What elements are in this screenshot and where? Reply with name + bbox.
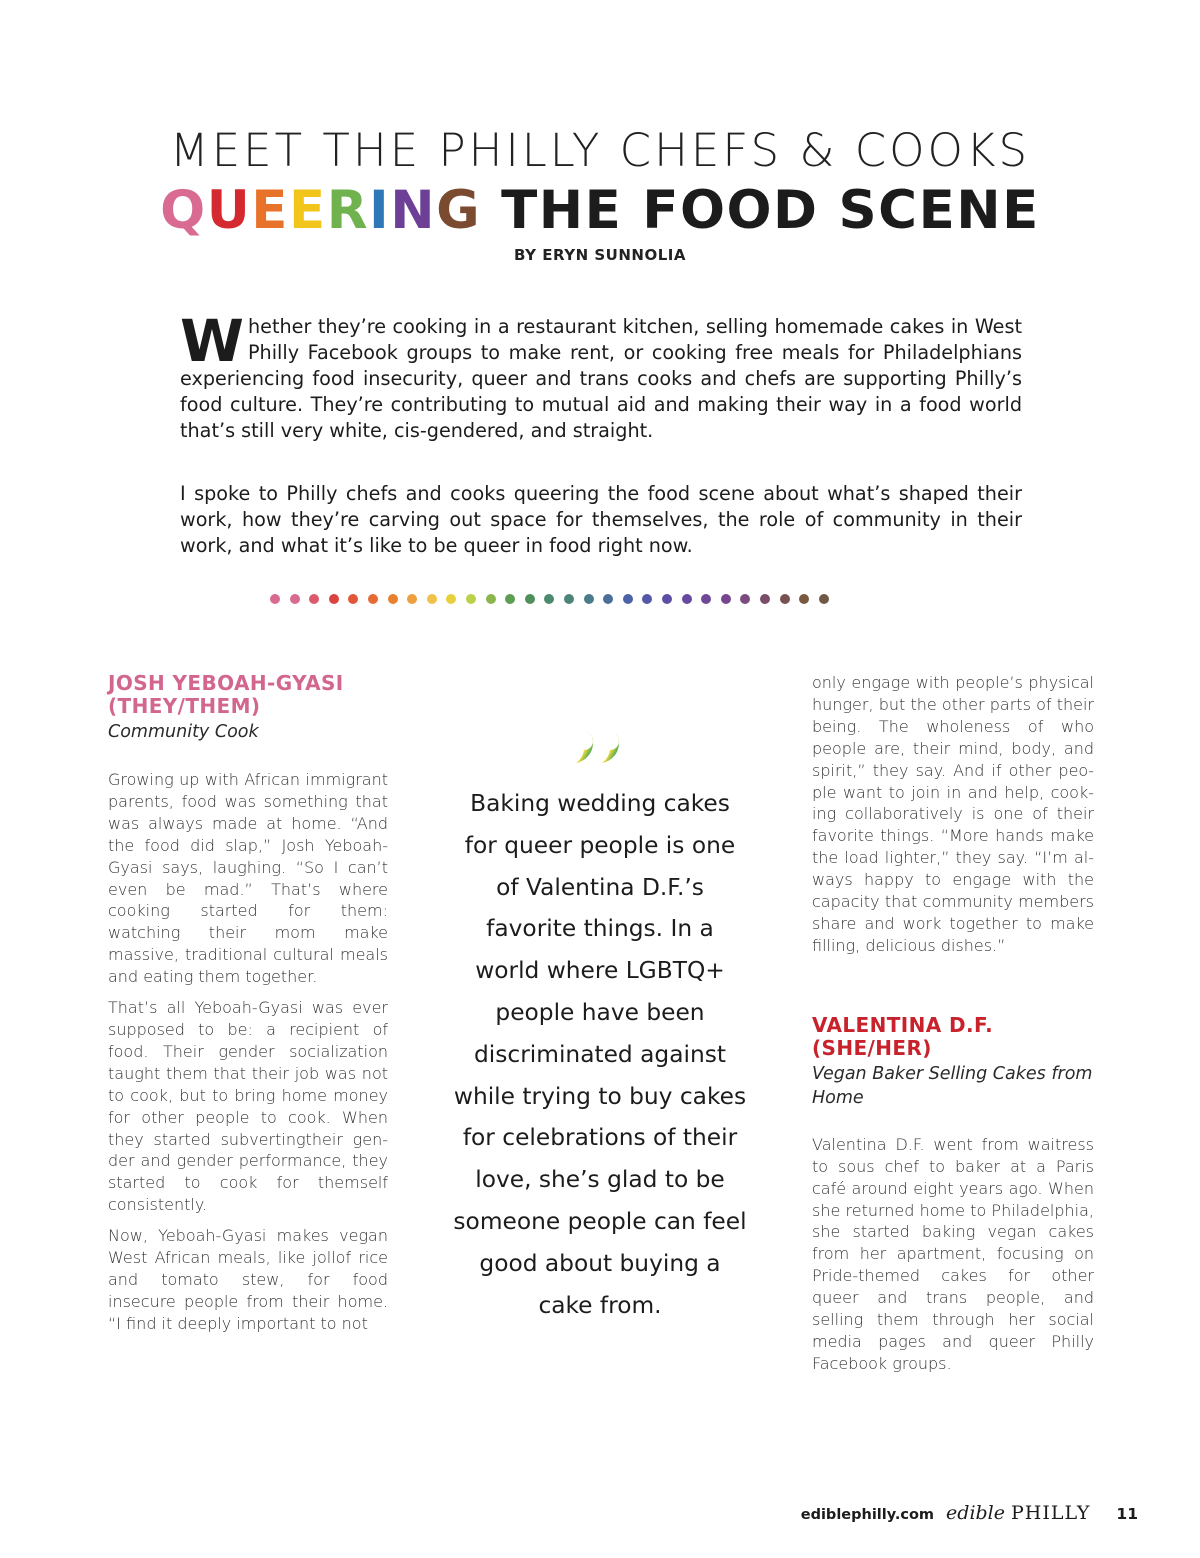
page-number: 11	[1116, 1505, 1138, 1523]
profile-name-josh: JOSH YEBOAH-GYASI (THEY/THEM)	[108, 671, 344, 718]
intro-text	[180, 307, 1022, 559]
divider-dot	[544, 594, 554, 604]
divider-dot	[701, 594, 711, 604]
rainbow-quote-icon	[574, 728, 626, 768]
rainbow-letter: N	[390, 180, 437, 241]
divider-dot	[505, 594, 515, 604]
divider-dot	[642, 594, 652, 604]
rainbow-letter: E	[288, 180, 327, 241]
rainbow-letter: E	[251, 180, 289, 241]
divider-dot	[603, 594, 613, 604]
divider-dot	[388, 594, 398, 604]
column-left	[108, 672, 388, 1335]
headline-rest: THE FOOD SCENE	[481, 180, 1040, 241]
divider-dot	[329, 594, 339, 604]
divider-dot	[799, 594, 809, 604]
divider-dot	[564, 594, 574, 604]
rainbow-letter: U	[206, 180, 252, 241]
divider-dot	[584, 594, 594, 604]
column-right	[812, 672, 1094, 1375]
divider-dot	[682, 594, 692, 604]
profile-name-valentina: VALENTINA D.F. (SHE/HER)	[812, 1012, 994, 1060]
divider-dot	[368, 594, 378, 604]
rainbow-letter: R	[326, 180, 370, 241]
intro-paragraph-2: I spoke to Philly chefs and cooks queering the food scene about what’s shaped their work, how they’re carving out space for themselves, the role of community in their work, and what it’s like to be queer in food right now.	[180, 482, 1022, 557]
divider-dot	[270, 594, 280, 604]
divider-dot	[486, 594, 496, 604]
drop-cap: W	[180, 307, 244, 375]
divider-dot	[309, 594, 319, 604]
josh-paragraph-3-continued: only engage with people’s physical hunger, but the other parts of their being. The wholeness of who people are, their mind, body, and spirit,” they say. And if other people want to join in and help, cooking collaboratively is one of their favorite things. “More hands make the load lighter,” they say. “I’m always happy to engage with the capacity that community members share and work together to make filling, delicious dishes.”	[812, 673, 1094, 955]
divider-dot	[623, 594, 633, 604]
divider-dot	[466, 594, 476, 604]
divider-dot	[780, 594, 790, 604]
intro-paragraph-1-text: hether they’re cooking in a restaurant kitchen, selling homemade cakes in West Philly Facebook groups to make rent, or cooking free meals for Philadelphians experiencing food insecurity, queer and trans cooks and chefs are supporting Philly’s food culture. They’re contributing to mutual aid and making their way in a food world that’s still very white, cis-gendered, and straight.	[180, 315, 1022, 442]
profile-valentina	[812, 1014, 1094, 1375]
footer-url: ediblephilly.com	[800, 1507, 935, 1523]
josh-paragraph-1: Growing up with African immigrant parents, food was something that was always made at home. “And the food did slap,” Josh Yeboah-Gyasi says, laughing. “So I can’t even be mad.” That’s where cooking started for them: watching their mom make massive, traditional cultural meals and eating them together.	[108, 770, 388, 987]
intro-paragraph-1	[180, 307, 1022, 444]
headline-line-1: MEET THE PHILLY CHEFS & COOKS	[169, 124, 1031, 177]
profile-body-josh	[108, 769, 388, 1335]
profile-role-valentina: Vegan Baker Selling Cakes from Home	[812, 1063, 1093, 1108]
rainbow-letter: I	[369, 180, 391, 241]
divider-dot	[721, 594, 731, 604]
rainbow-letter: Q	[160, 180, 207, 241]
divider-dot	[427, 594, 437, 604]
page-footer	[801, 1502, 1138, 1526]
divider-dot	[348, 594, 358, 604]
divider-dot	[760, 594, 770, 604]
divider-dot	[740, 594, 750, 604]
divider-dot	[662, 594, 672, 604]
pull-quote: Baking wedding cakes for queer people is one of Valentina D.F.’s favorite things. In a world where LGBTQ+ people have been discriminated against while trying to buy cakes for celebrations of their love, she’s glad to be someone people can feel good about buying a cake from.	[453, 790, 747, 1319]
divider-dot	[525, 594, 535, 604]
divider-dot	[819, 594, 829, 604]
valentina-paragraph-1: Valentina D.F. went from waitress to sous chef to baker at a Paris café around eight years ago. When she returned home to Philadelphia, she started baking vegan cakes from her apartment, focusing on Pride-themed cakes for other queer and trans people, and selling them through her social media pages and queer Philly Facebook groups.	[812, 1134, 1094, 1373]
rainbow-letter: G	[436, 180, 482, 241]
divider-dot	[290, 594, 300, 604]
profile-role-josh: Community Cook	[108, 722, 259, 742]
byline: BY ERYN SUNNOLIA	[514, 246, 686, 264]
rainbow-word-queering	[160, 180, 481, 241]
footer-brand-caps: PHILLY	[1011, 1502, 1091, 1524]
divider-dot	[446, 594, 456, 604]
rainbow-dot-divider	[270, 594, 940, 606]
headline-line-2	[0, 180, 1200, 241]
divider-dot	[407, 594, 417, 604]
josh-paragraph-2: That’s all Yeboah-Gyasi was ever supposed to be: a recipient of food. Their gender socialization taught them that their job was not to cook, but to bring home money for other people to cook. When they started subvertingtheir gender and gender performance, they started to cook for themself consistently.	[108, 998, 388, 1215]
footer-brand-italic: edible	[946, 1502, 1005, 1524]
josh-paragraph-3: Now, Yeboah-Gyasi makes vegan West African meals, like jollof rice and tomato stew, for food insecure people from their home. “I find it deeply important to not	[108, 1226, 388, 1333]
